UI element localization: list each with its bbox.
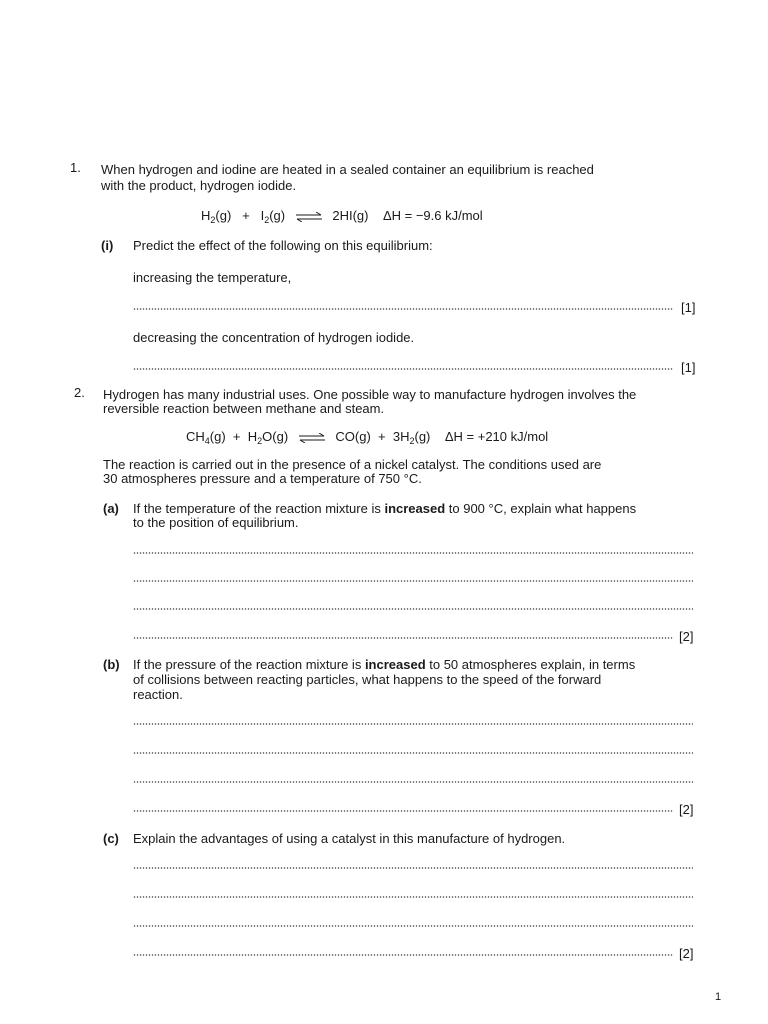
question-1-equation: $H_2(g)$ + $I_2(g)$ 2HI(g) ΔH = −9.6 kJ/mol: [201, 208, 483, 225]
mark-allocation: [2]: [679, 946, 694, 961]
mark-allocation: [2]: [679, 802, 694, 817]
page-number: 1: [715, 991, 722, 1003]
answer-line[interactable]: [133, 580, 693, 582]
answer-line[interactable]: [133, 723, 693, 725]
answer-line[interactable]: [133, 810, 673, 812]
part-a-line-1: If the temperature of the reaction mixture is increased to 900 °C, explain what happens: [133, 501, 637, 516]
answer-line[interactable]: [133, 781, 693, 783]
equilibrium-arrow-icon: [295, 212, 323, 222]
part-b-line-3: reaction.: [133, 687, 183, 702]
question-2-stem-line-2: reversible reaction between methane and steam.: [103, 401, 385, 416]
part-a-line-2: to the position of equilibrium.: [133, 515, 299, 530]
part-b-line-1: If the pressure of the reaction mixture is increased to 50 atmospheres explain, in terms: [133, 657, 636, 672]
answer-line[interactable]: [133, 896, 693, 898]
answer-line[interactable]: [133, 925, 693, 927]
question-1-stem-line-1: When hydrogen and iodine are heated in a sealed container an equilibrium is reached: [101, 162, 594, 177]
part-c-text: Explain the advantages of using a catalyst in this manufacture of hydrogen.: [133, 831, 566, 846]
question-1-condition-1: increasing the temperature,: [133, 270, 292, 285]
question-1-number: 1.: [70, 160, 81, 175]
answer-line[interactable]: [133, 867, 693, 869]
question-1-condition-2: decreasing the concentration of hydrogen iodide.: [133, 330, 415, 345]
question-2-equation: $CH_4(g) + H_2O(g) CO(g) + 3H_2(g)$ ΔH = +210 kJ/mol: [186, 429, 549, 446]
answer-line[interactable]: [133, 637, 673, 639]
question-1-part-i-label: (i): [101, 238, 114, 253]
equilibrium-arrow-icon: [298, 433, 326, 443]
question-1-part-i-text: Predict the effect of the following on this equilibrium:: [133, 238, 433, 253]
answer-line[interactable]: [133, 368, 673, 370]
answer-line[interactable]: [133, 552, 693, 554]
mark-allocation: [2]: [679, 629, 694, 644]
question-2-number: 2.: [74, 385, 85, 400]
answer-line[interactable]: [133, 608, 693, 610]
mark-allocation: [1]: [681, 360, 696, 375]
part-a-label: (a): [103, 501, 119, 516]
answer-line[interactable]: [133, 752, 693, 754]
part-b-label: (b): [103, 657, 120, 672]
mark-allocation: [1]: [681, 300, 696, 315]
answer-line[interactable]: [133, 954, 673, 956]
answer-line[interactable]: [133, 308, 673, 310]
question-2-stem-line-1: Hydrogen has many industrial uses. One possible way to manufacture hydrogen involves the: [103, 387, 637, 402]
question-2-conditions-line-2: 30 atmospheres pressure and a temperature of 750 °C.: [103, 471, 422, 486]
part-c-label: (c): [103, 831, 119, 846]
part-b-line-2: of collisions between reacting particles, what happens to the speed of the forward: [133, 672, 602, 687]
question-2-conditions-line-1: The reaction is carried out in the presence of a nickel catalyst. The conditions used are: [103, 457, 602, 472]
question-1-stem-line-2: with the product, hydrogen iodide.: [101, 178, 297, 193]
